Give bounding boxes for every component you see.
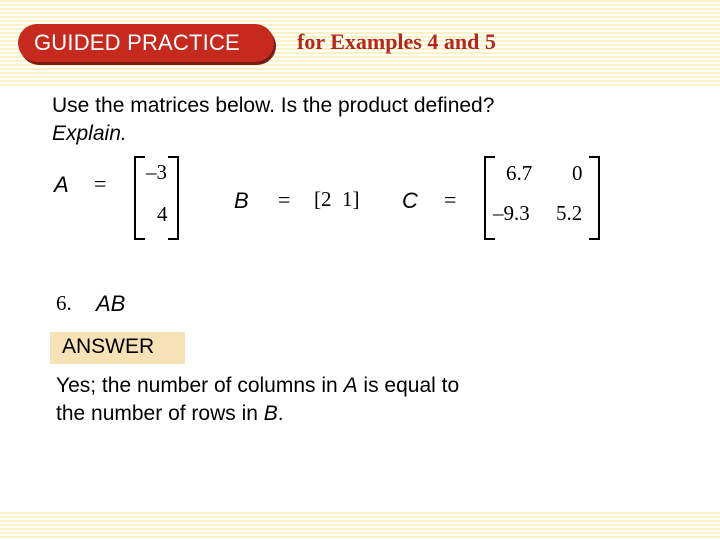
matrix-b-equals: =	[278, 187, 291, 212]
matrix-a-value-1: –3	[146, 160, 167, 184]
answer-text	[56, 372, 616, 428]
matrix-c-name: C	[402, 188, 418, 213]
exercise-number: 6.	[56, 291, 72, 315]
instruction-explain: Explain.	[52, 122, 127, 145]
examples-subtitle: for Examples 4 and 5	[297, 29, 496, 54]
matrix-a-right-bracket	[168, 156, 179, 240]
answer-label-box	[50, 332, 185, 364]
answer-label: ANSWER	[62, 335, 155, 358]
matrix-c-r1c2: 0	[572, 161, 583, 185]
answer-line1-text: Yes; the number of columns in	[56, 374, 344, 397]
guided-practice-banner	[18, 24, 274, 62]
answer-line1-end: is equal to	[357, 374, 460, 397]
matrix-c-r1c1: 6.7	[506, 161, 533, 185]
footer-background	[0, 512, 720, 540]
matrix-a-equals: =	[94, 171, 107, 196]
matrix-b-values: [2 1]	[314, 187, 360, 211]
matrix-c-right-bracket	[589, 156, 600, 240]
instruction-text	[52, 92, 652, 148]
answer-line2-end: .	[277, 402, 284, 425]
exercise-expression: AB	[96, 291, 126, 316]
matrix-c-equals: =	[444, 187, 457, 212]
matrix-c-left-bracket	[484, 156, 495, 240]
matrix-a-value-2: 4	[157, 202, 168, 226]
matrix-a-name: A	[54, 172, 69, 197]
answer-line2-text: the number of rows in	[56, 402, 264, 425]
matrix-b-name: B	[234, 188, 249, 213]
matrix-a-left-bracket	[134, 156, 145, 240]
banner-label: GUIDED PRACTICE	[34, 30, 240, 55]
matrix-c-r2c2: 5.2	[556, 201, 583, 225]
instruction-question: Use the matrices below. Is the product defined?	[52, 94, 495, 117]
answer-var-a: A	[343, 374, 358, 397]
answer-var-b: B	[263, 402, 278, 425]
matrix-c-r2c1: –9.3	[493, 201, 530, 225]
